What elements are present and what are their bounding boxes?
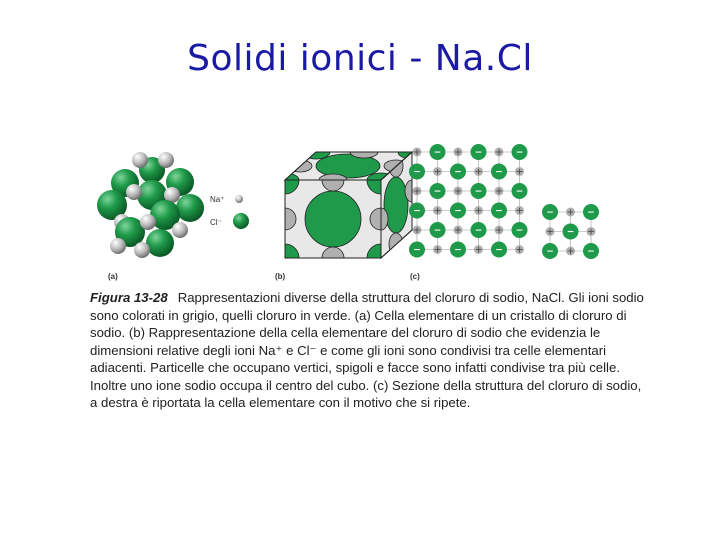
minus-sign: − [587,247,595,257]
legend-na-swatch [235,195,243,203]
plus-sign: + [433,167,442,178]
plus-sign: + [587,227,595,238]
minus-sign: − [515,226,524,236]
minus-sign: − [546,208,554,218]
panel-c-lattice-section [409,144,528,258]
plus-sign: + [546,227,554,238]
plus-sign: + [566,208,575,218]
minus-sign: − [454,167,462,178]
plus-sign: + [515,206,524,217]
panel-b-unit-cell-cube [271,145,426,272]
plus-sign: + [474,167,483,178]
plus-sign: + [515,167,524,178]
minus-sign: − [587,208,595,218]
minus-sign: − [433,187,442,197]
panel-a-space-filling-model [97,152,204,258]
plus-sign: + [433,206,442,217]
plus-sign: + [413,226,421,236]
minus-sign: − [413,245,421,256]
plus-sign: + [454,187,462,197]
minus-sign: − [433,226,442,236]
caption-figure-label: Figura 13-28 [90,290,168,305]
minus-sign: − [546,247,554,257]
minus-sign: − [454,245,462,256]
plus-sign: + [495,187,503,197]
minus-sign: − [474,148,483,158]
minus-sign: − [454,206,462,217]
plus-sign: + [474,206,483,217]
legend-cl-swatch [233,213,249,229]
panel-a-label: (a) [108,272,118,281]
caption-text: Rappresentazioni diverse della struttura del cloruro di sodio, NaCl. Gli ioni sodio sono colorati in grigio, quelli cloruro in verde. (a) Cella elementare di un cristallo di cloruro di sodio. (b) Rappresentazione della cella elementare del cloruro di sodio che evidenzia le dimensioni relative degli ioni Na⁺ e Cl⁻ e come gli ioni sono condivisi tra celle elementari adiacenti. Particelle che occupano vertici, spigoli e facce sono infatti condivise tra più celle. Inoltre uno ione sodio occupa il centro del cubo. (c) Sezione della struttura del cloruro di sodio, a destra è riportata la cella elementare con il motivo che si ripete. [90,290,644,410]
panel-c-label: (c) [410,272,420,281]
plus-sign: + [515,245,524,256]
minus-sign: − [413,206,421,217]
minus-sign: − [433,148,442,158]
plus-sign: + [495,148,503,158]
plus-sign: + [413,187,421,197]
plus-sign: + [474,245,483,256]
minus-sign: − [515,148,524,158]
plus-sign: + [413,148,421,158]
figure-caption [90,289,645,412]
minus-sign: − [474,226,483,236]
panel-b-label: (b) [275,272,286,281]
minus-sign: − [495,206,503,217]
ion-legend [210,195,249,229]
minus-sign: − [566,227,575,238]
minus-sign: − [474,187,483,197]
minus-sign: − [515,187,524,197]
plus-sign: + [454,148,462,158]
legend-cl-label: Cl⁻ [210,218,222,227]
minus-sign: − [495,167,503,178]
plus-sign: + [433,245,442,256]
minus-sign: − [413,167,421,178]
panel-c-unit-motif [542,204,599,259]
slide-title: Solidi ionici - Na.Cl [187,38,533,79]
plus-sign: + [566,247,575,257]
plus-sign: + [454,226,462,236]
plus-sign: + [495,226,503,236]
minus-sign: − [495,245,503,256]
legend-na-label: Na⁺ [210,195,225,204]
